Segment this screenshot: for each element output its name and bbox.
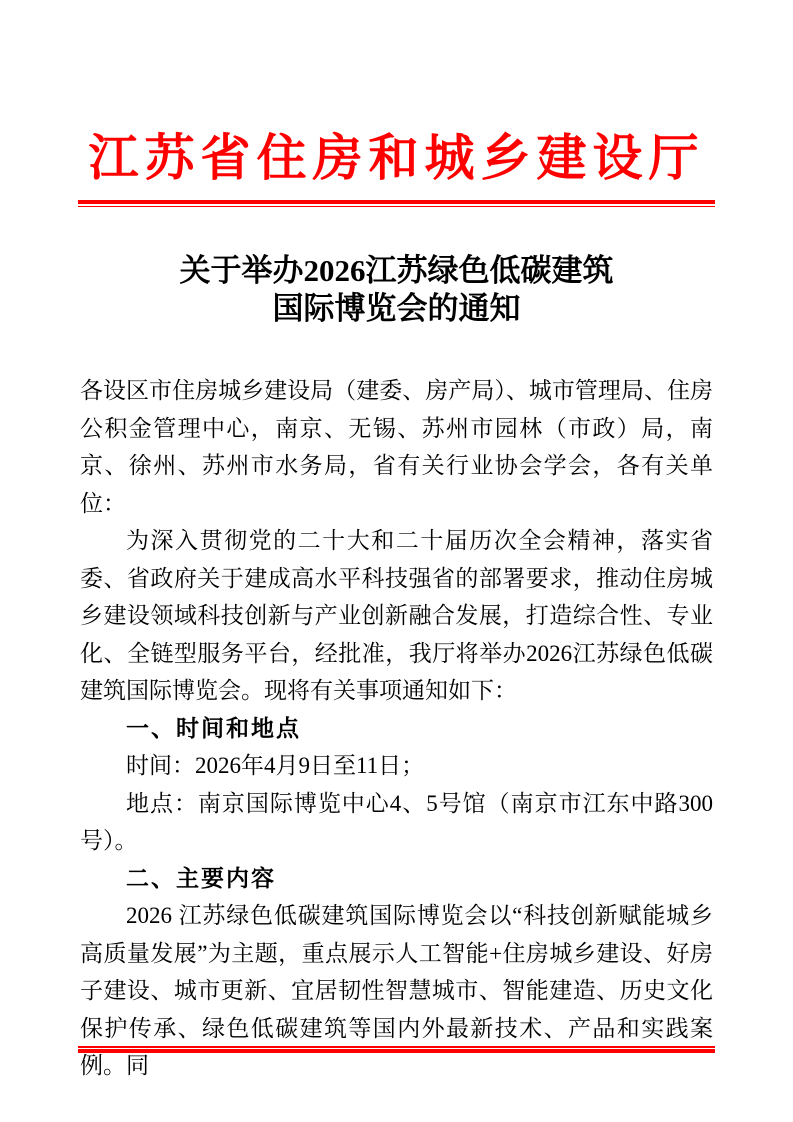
letterhead-divider (78, 200, 715, 207)
divider-thin-bar (78, 206, 715, 207)
document-title (70, 252, 723, 328)
document-body (80, 372, 713, 1085)
section-1-heading: 一、时间和地点 (126, 714, 301, 741)
section-2-heading: 二、主要内容 (126, 864, 276, 891)
time-line: 时间：2026年4月9日至11日； (126, 753, 425, 778)
expo-description-paragraph: 2026 江苏绿色低碳建筑国际博览会以“科技创新赋能城乡高质量发展”为主题，重点展示人工智能+住房城乡建设、好房子建设、城市更新、宜居韧性智慧城市、智能建造、历史文化保护传承、绿色低碳建筑等国内外最新技术、产品和实践案例。同 (80, 903, 713, 1078)
document-title-line2: 国际博览会的通知 (272, 291, 521, 326)
page-bottom-divider (78, 1046, 715, 1053)
bottom-divider-thick-bar (78, 1049, 715, 1053)
letterhead-org-name: 江苏省住房和城乡建设厅 (88, 130, 705, 186)
addressees-paragraph: 各设区市住房城乡建设局（建委、房产局）、城市管理局、住房公积金管理中心，南京、无锡、苏州市园林（市政）局，南京、徐州、苏州市水务局，省有关行业协会学会，各有关单位： (80, 378, 713, 516)
venue-line: 地点：南京国际博览中心4、5号馆（南京市江东中路300号）。 (80, 790, 713, 853)
intro-paragraph: 为深入贯彻党的二十大和二十届历次全会精神，落实省委、省政府关于建成高水平科技强省的部署要求，推动住房城乡建设领域科技创新与产业创新融合发展，打造综合性、专业化、全链型服务平台，经批准，我厅将举办2026江苏绿色低碳建筑国际博览会。现将有关事项通知如下： (80, 528, 713, 703)
document-title-line1: 关于举办2026江苏绿色低碳建筑 (179, 253, 614, 288)
